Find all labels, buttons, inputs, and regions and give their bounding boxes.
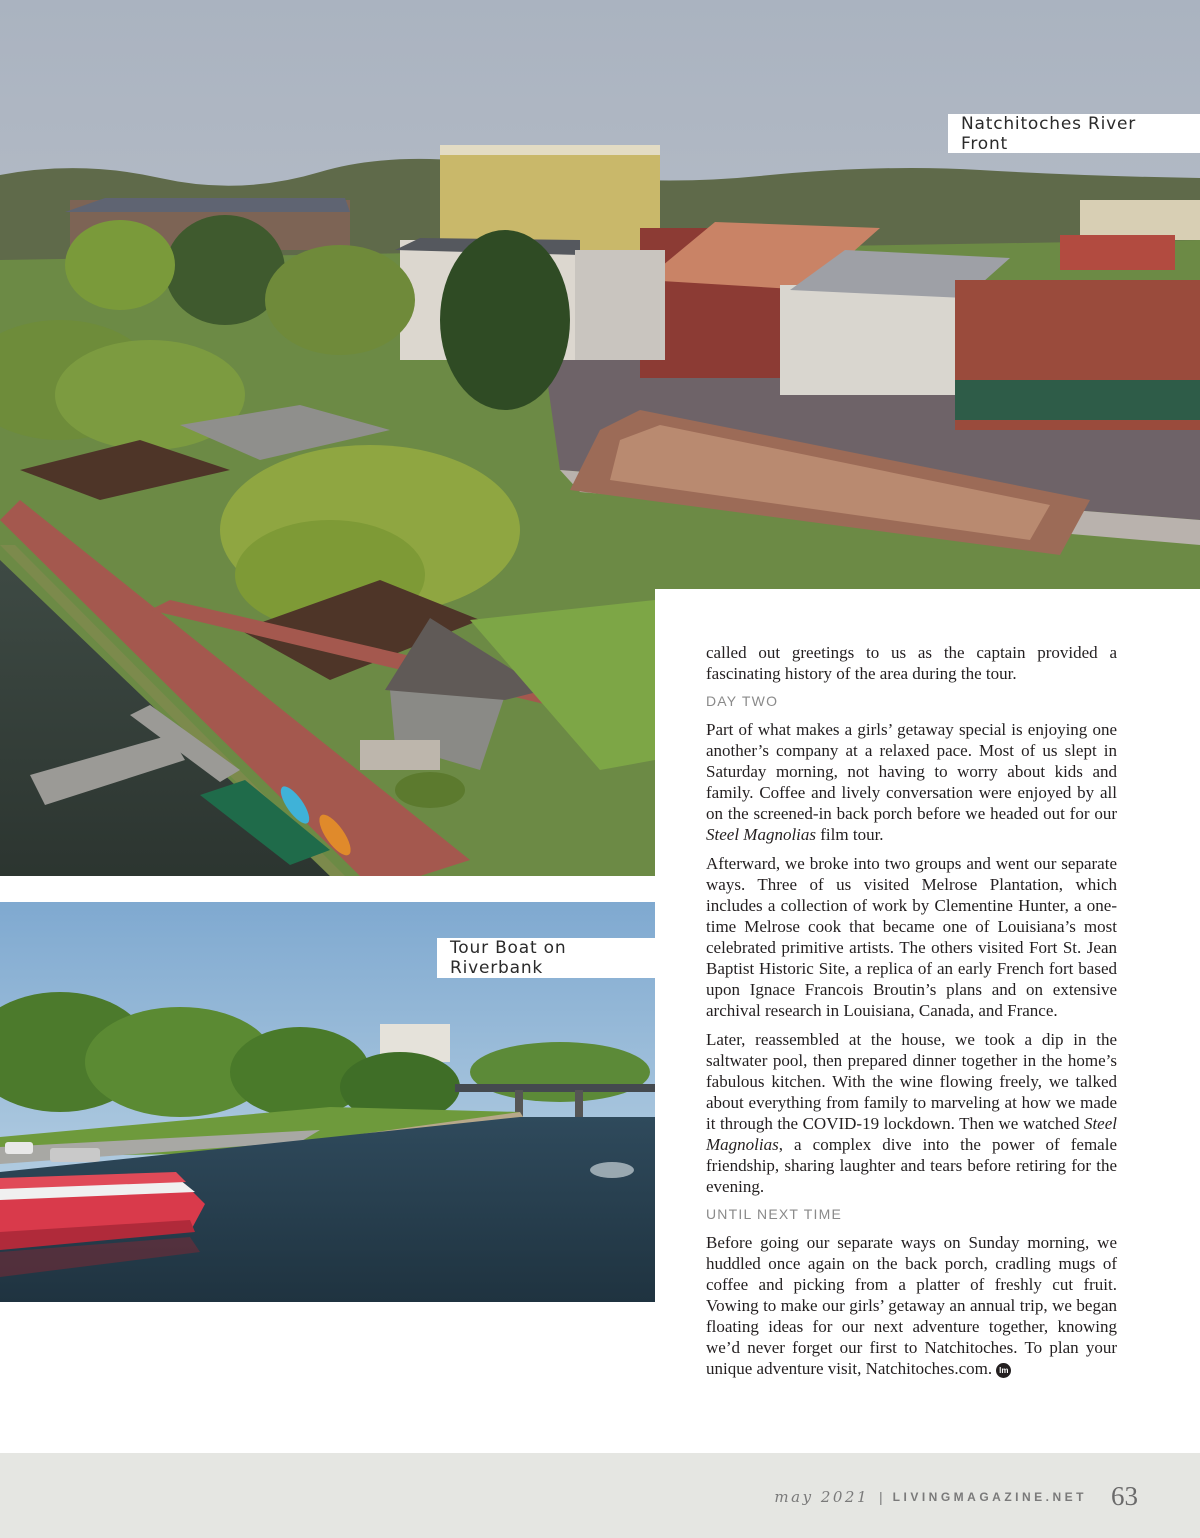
subheading-day-two: DAY TWO xyxy=(706,693,779,709)
paragraph: Later, reassembled at the house, we took a dip in the saltwater pool, then prepared dinner together in the home’s fabulous kitchen. With the wine flowing freely, we talked about everything from family to marveling at how we made it through the COVID-19 lockdown. Then we watched Steel Magnolias, a complex dive into the power of female friendship, sharing laughter and tears before retiring for the evening. xyxy=(706,1030,1117,1196)
paragraph: called out greetings to us as the captain provided a fascinating history of the area during the tour. xyxy=(706,643,1117,683)
page-number: 63 xyxy=(1111,1481,1138,1511)
footer-folio xyxy=(774,1481,1138,1512)
footer-date: may 2021 xyxy=(774,1487,870,1506)
article-body xyxy=(706,642,1117,1387)
photo-caption-top: Natchitoches River Front xyxy=(948,114,1200,153)
subheading-until-next-time: UNTIL NEXT TIME xyxy=(706,1206,842,1222)
page-footer xyxy=(0,1453,1200,1538)
paragraph: Part of what makes a girls’ getaway special is enjoying one another’s company at a relaxed pace. Most of us slept in Saturday morning, not having to worry about kids and family. Coffee and lively conversation were enjoyed by all on the screened-in back porch before we headed out for our Steel Magnolias film tour. xyxy=(706,720,1117,844)
footer-separator: | xyxy=(879,1488,883,1505)
paragraph: Afterward, we broke into two groups and went our separate ways. Three of us visited Melrose Plantation, which includes a collection of work by Clementine Hunter, a one-time Melrose cook that became one of Louisiana’s most celebrated primitive artists. The others visited Fort St. Jean Baptist Historic Site, a replica of an early French fort based upon Ignace Francois Broutin’s plans and on extensive archival research in Louisiana, Canada, and France. xyxy=(706,854,1117,1020)
paragraph: Before going our separate ways on Sunday morning, we huddled once again on the back porch, cradling mugs of coffee and picking from a platter of freshly cut fruit. Vowing to make our girls’ getaway an annual trip, we began floating ideas for our next adventure together, knowing we’d never forget our first to Natchitoches. To plan your unique adventure visit, Natchitoches.com. lm xyxy=(706,1233,1117,1378)
photo-caption-bottom: Tour Boat on Riverbank xyxy=(437,938,655,978)
end-mark-icon: lm xyxy=(996,1363,1011,1378)
footer-site: LIVINGMAGAZINE.NET xyxy=(892,1489,1087,1504)
